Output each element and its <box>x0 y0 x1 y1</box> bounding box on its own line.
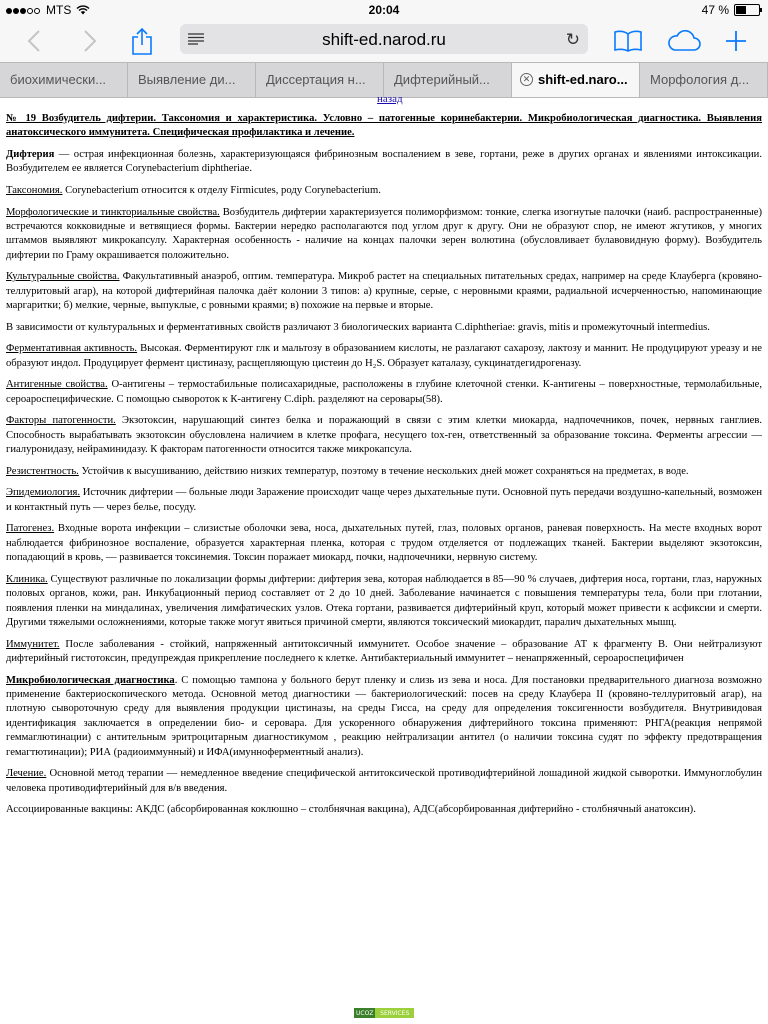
tab-2[interactable] <box>128 63 256 97</box>
article-body <box>6 148 762 818</box>
back-link[interactable]: назад <box>377 93 403 105</box>
status-bar <box>0 0 768 20</box>
forward-button[interactable] <box>70 20 110 62</box>
tab-label: shift-ed.naro... <box>538 72 628 87</box>
page-content <box>6 93 762 825</box>
paragraph-heading: Резистентность. <box>6 465 79 477</box>
article-paragraph <box>6 522 762 565</box>
article-paragraph <box>6 342 762 371</box>
paragraph-heading: Патогенез. <box>6 523 55 535</box>
paragraph-text: О-антигены – термостабильные полисахаридные, расположены в глубине клеточной стенки. К-антигены – поверхностные, термолабильные, сероароспецифические. С помощью сывороток к К-антигену C.diph. разделяют на серовары(58). <box>6 379 762 405</box>
cloud-icon <box>667 30 701 52</box>
ucoz-badge[interactable] <box>354 1008 414 1018</box>
paragraph-text: Возбудитель дифтерии характеризуется полиморфизмом: тонкие, слегка изогнутые палочки (наиб. распространенные) встречаются кокковидные и ветвящиеся формы. Бактерии нередко располагаются под углом друг к другу. Они не образуют спор, не имеют жгутиков, у многих штаммов выявляют микрокапсулу. Характерная особенность - наличие на концах палочки зерен волютина (обусловливает булавовидную форму). Возбудитель дифтерии по Граму окрашивается положительно. <box>6 206 762 261</box>
battery-percent: 47 % <box>701 3 729 17</box>
ucoz-badge-right: SERVICES <box>375 1008 414 1018</box>
reload-icon[interactable]: ↻ <box>565 30 580 49</box>
tab-label: Выявление ди... <box>138 72 236 87</box>
url-text[interactable]: shift-ed.narod.ru <box>322 30 446 49</box>
paragraph-heading: Таксономия. <box>6 185 63 196</box>
article-paragraph <box>6 206 762 264</box>
tab-3[interactable] <box>256 63 384 97</box>
bookmarks-button[interactable] <box>608 20 648 62</box>
status-time: 20:04 <box>368 3 400 17</box>
paragraph-heading: Морфологические и тинкториальные свойства. <box>6 206 220 218</box>
paragraph-text: Основной метод терапии — немедленное введение специфической антитоксической противодифтерийной лошадиной жидкой сыворотки. Иммуноглобулин человека противодифтерийный для в/в введения. <box>6 768 762 794</box>
article-paragraph <box>6 321 762 335</box>
paragraph-heading: Дифтерия <box>6 149 55 160</box>
paragraph-heading: Иммунитет. <box>6 638 60 650</box>
battery-fill <box>736 6 746 14</box>
article-paragraph <box>6 184 762 198</box>
article-paragraph <box>6 378 762 407</box>
article-paragraph <box>6 674 762 760</box>
paragraph-heading: Ферментативная активность. <box>6 343 138 355</box>
battery-status <box>702 3 760 17</box>
address-bar[interactable] <box>180 24 588 54</box>
tab-label: Дифтерийный... <box>394 72 490 87</box>
browser-toolbar <box>0 20 768 62</box>
paragraph-heading: Микробиологическая диагностика <box>6 674 175 686</box>
paragraph-heading: Культуральные свойства. <box>6 271 120 283</box>
paragraph-text: Высокая. Ферментируют глк и мальтозу в образованием кислоты, не разлагают сахарозу, лактозу и маннит. Не продуцируют уреазу и не образуют индол. Продуцирует фермент цистиназу, расщепляющую цистеин до H₂S. Образует каталазу, сукцинатдегидрогеназу. <box>6 343 762 369</box>
article-paragraph <box>6 270 762 313</box>
tab-5-active[interactable] <box>512 63 640 97</box>
article-paragraph <box>6 803 762 817</box>
paragraph-text: . С помощью тампона у больного берут пленку и слизь из зева и носа. Для постановки предварительного диагноза возможно применение бактериоскопического метода. Основной метод диагностики — бактериологический: посев на среду Клаубера II (кровяно-теллуритовый агар), на плотную сывороточную среду для выявления продукции цистиназы, на среды Гисса, на среду для определения токсигенности возбудителя. Внутривидовая идентификация заключается в определении био- и серовара. Для ускоренного обнаружения дифтерийного токсина применяют: РНГА(реакция непрямой геммаглютинации) с антительным эритроцитарным диагностикумом , реакцию нейтрализации антител (о наличии токсина судят по эффекту предотвращения гемагтютинации); РИА (радиоиммунный) и ИФА(имунноферментный анализ). <box>6 674 762 758</box>
paragraph-text: Ассоциированные вакцины: АКДС (абсорбированная коклюшно – столбнячная вакцина), АДС(абсорбированная дифтерийно - столбнячный анатоксин). <box>6 804 696 816</box>
paragraph-text: Corynebacterium относится к отделу Firmicutes, роду Corynebacterium. <box>62 185 381 196</box>
article-paragraph <box>6 638 762 667</box>
paragraph-text: Источник дифтерии — больные люди Заражение происходит чаще через дыхательные пути. Основной путь передачи воздушно-капельный, возможен и контактный путь — через белье, посуду. <box>6 487 762 513</box>
paragraph-text: После заболевания - стойкий, напряженный антитоксичный иммунитет. Особое значение – образование АТ к фрагменту В. Они нейтрализуют дифтерийный гистотоксин, предупреждая прикрепление последнего к клетке. Антибактериальный иммунитет – ненапряженный, сероароспецифичен <box>6 638 762 665</box>
article-paragraph <box>6 486 762 515</box>
forward-icon <box>83 30 97 52</box>
paragraph-heading: Факторы патогенности. <box>6 415 116 427</box>
paragraph-heading: Лечение. <box>6 768 47 780</box>
tab-label: Морфология д... <box>650 72 750 87</box>
tab-label: биохимически... <box>10 72 107 87</box>
article-paragraph <box>6 465 762 479</box>
plus-icon <box>725 30 747 52</box>
share-icon <box>131 27 153 55</box>
carrier-name: MTS <box>46 3 72 17</box>
paragraph-heading: Эпидемиология. <box>6 487 81 499</box>
bookmarks-icon <box>614 30 642 52</box>
paragraph-text: Экзотоксин, нарушающий синтез белка и поражающий в связи с этим клетки миокарда, надпочечников, почек, нервных ганглиев. Способность вырабатывать экзотоксин обусловлена наличием в клетке профага, несущего tox-ген, ответственный за образование токсина. Ферменты агрессии — гиалуронидазу, нейраминидазу. К факторам патогенности относится также микрокапсула. <box>6 415 762 456</box>
paragraph-text: В зависимости от культуральных и ферментативных свойств различают 3 биологических варианта C.diphtheriae: gravis, mitis и промежуточный intermedius. <box>6 321 710 333</box>
article-paragraph <box>6 573 762 631</box>
page-title: № 19 Возбудитель дифтерии. Таксономия и характеристика. Условно – патогенные коринебактерии. Микробиологическая диагностика. Выявления анатоксического иммунитета. Специфическая профилактика и лечение. <box>6 113 762 139</box>
tab-6[interactable] <box>640 63 768 97</box>
tab-1[interactable] <box>0 63 128 97</box>
paragraph-text: Устойчив к высушиванию, действию низких температур, поэтому в течение нескольких дней может сохраняться на предметах, в воде. <box>78 465 689 477</box>
article-paragraph <box>6 767 762 796</box>
paragraph-text: Входные ворота инфекции – слизистые оболочки зева, носа, дыхательных путей, глаз, половых органов, раневая поверхность. На месте входных ворот наблюдается фибринозное воспаление, образуется характерная пленка, которая с трудом отделяется от подлежащих тканей. Бактерии выделяют экзотоксин, попадающий в кровь, — развивается токсинемия. Токсин поражает миокард, почки, надпочечники, нервную систему. <box>6 523 762 564</box>
paragraph-text: — острая инфекционная болезнь, характеризующаяся фибринозным воспалением в зеве, гортани, реже в других органах и явлениями интоксикации. Возбудителем ее является Corynebacterium diphtheriae. <box>6 149 762 175</box>
paragraph-text: Факультативный анаэроб, оптим. температура. Микроб растет на специальных питательных средах, например на среде Клауберга (кровяно-теллуритовый агар), на которой дифтерийная палочка даёт колонии 3 типов: а) крупные, серые, с неровными краями, радиальной исчерченностью, напоминающие маргаритки; б) мелкие, черные, выпуклые, с ровными краями; в) похожие на первые и вторые. <box>6 271 762 312</box>
article-paragraph <box>6 148 762 177</box>
battery-icon <box>734 4 760 16</box>
tab-4[interactable] <box>384 63 512 97</box>
back-icon <box>27 30 41 52</box>
paragraph-heading: Антигенные свойства. <box>6 379 108 391</box>
new-tab-button[interactable] <box>716 20 756 62</box>
cloud-tabs-button[interactable] <box>664 20 704 62</box>
share-button[interactable] <box>122 20 162 62</box>
back-button[interactable] <box>14 20 54 62</box>
article-paragraph <box>6 414 762 457</box>
ucoz-badge-left: UCOZ <box>356 1009 374 1017</box>
tab-label: Диссертация н... <box>266 72 366 87</box>
paragraph-heading: Клиника. <box>6 573 48 585</box>
paragraph-text: Существуют различные по локализации формы дифтерии: дифтерия зева, которая наблюдается в 85—90 % случаев, дифтерия носа, гортани, глаз, наружных половых органов, кожи, ран. Инкубационный период составляет от 2 до 10 дней. Заболевание начинается с повышения температуры тела, боли при глотании, появления пленки на миндалинах, увеличения лимфатических узлов. Отека гортани, развивается дифтерийный круп, который может привести к асфиксии и смерти. Другими тяжелыми осложнениями, которые также могут явиться причиной смерти, являются токсический миокардит, паралич дыхательных мышц. <box>6 573 762 629</box>
close-tab-icon[interactable]: ✕ <box>520 73 533 86</box>
